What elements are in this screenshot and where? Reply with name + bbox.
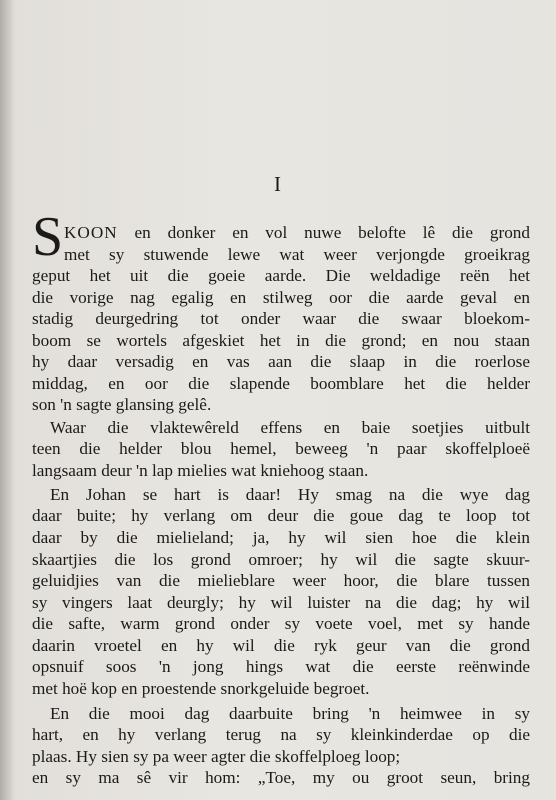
- text-line: [32, 373, 530, 395]
- line-text: geluidjies van die mielieblare weer hoor, die blare tussen: [32, 571, 530, 590]
- chapter-number: I: [274, 172, 282, 196]
- text-line: [32, 678, 530, 700]
- small-caps-opening: KOON: [64, 223, 118, 242]
- text-line: [32, 570, 530, 592]
- line-text: skaartjies die los grond omroer; hy wil die sagte skuur-: [32, 550, 530, 569]
- text-line: [32, 417, 530, 439]
- text-line: [32, 505, 530, 527]
- line-text: met sy stuwende lewe wat weer verjongde groeikrag: [64, 245, 530, 264]
- line-text: Waar die vlaktewêreld effens en baie soetjies uitbult: [50, 418, 530, 437]
- text-line: [32, 438, 530, 460]
- line-text: En die mooi dag daarbuite bring 'n heimwee in sy: [50, 704, 530, 723]
- text-line: [32, 613, 530, 635]
- line-text: boom se wortels afgeskiet het in die grond; en nou staan: [32, 331, 530, 350]
- text-line: [32, 484, 530, 506]
- text-line: [32, 222, 530, 244]
- text-line: [32, 244, 530, 266]
- text-line: [32, 460, 530, 482]
- line-text: daar by die mielieland; ja, hy wil sien hoe die klein: [32, 528, 530, 547]
- line-text: daarin vroetel en hy wil die ryk geur van die grond: [32, 636, 530, 655]
- page-gutter-shadow: [0, 0, 14, 800]
- text-line: [32, 265, 530, 287]
- line-text: stadig deurgedring tot onder waar die swaar bloekom-: [32, 309, 530, 328]
- line-text: En Johan se hart is daar! Hy smag na die wye dag: [50, 485, 530, 504]
- line-text: plaas. Hy sien sy pa weer agter die skoffelploeg loop;: [32, 747, 401, 766]
- drop-cap: S: [32, 206, 64, 268]
- line-text: met hoë kop en proestende snorkgeluide begroet.: [32, 679, 370, 698]
- text-line: [32, 746, 530, 768]
- text-line: [32, 527, 530, 549]
- line-text: hart, en hy verlang terug na sy kleinkinderdae op die: [32, 725, 530, 744]
- line-text: en sy ma sê vir hom: „Toe, my ou groot seun, bring: [32, 768, 530, 787]
- text-line: [32, 724, 530, 746]
- line-text: hy daar versadig en vas aan die slaap in die roerlose: [32, 352, 530, 371]
- text-line: [32, 635, 530, 657]
- line-text: die safte, warm grond onder sy voete voel, met sy hande: [32, 614, 530, 633]
- line-text: en donker en vol nuwe belofte lê die grond: [117, 223, 530, 242]
- line-text: middag, en oor die slapende boomblare het die helder: [32, 374, 530, 393]
- text-line: [32, 287, 530, 309]
- line-text: daar buite; hy verlang om deur die goue dag te loop tot: [32, 506, 530, 525]
- line-text: langsaam deur 'n lap mielies wat kniehoog staan.: [32, 461, 369, 480]
- text-line: [32, 308, 530, 330]
- text-line: [32, 394, 530, 416]
- line-text: sy vingers laat deurgly; hy wil luister na die dag; hy wil: [32, 593, 530, 612]
- line-text: geput het uit die goeie aarde. Die weldadige reën het: [32, 266, 530, 285]
- line-text: opsnuif soos 'n jong hings wat die eerste reënwinde: [32, 657, 530, 676]
- line-text: teen die helder blou hemel, beweeg 'n paar skoffelploeë: [32, 439, 530, 458]
- text-line: [32, 330, 530, 352]
- line-text: son 'n sagte glansing gelê.: [32, 395, 212, 414]
- text-line: [32, 656, 530, 678]
- text-line: [32, 767, 530, 789]
- text-line: [32, 549, 530, 571]
- text-line: [32, 351, 530, 373]
- text-line: [32, 592, 530, 614]
- text-line: [32, 703, 530, 725]
- line-text: die vorige nag egalig en stilweg oor die aarde geval en: [32, 288, 530, 307]
